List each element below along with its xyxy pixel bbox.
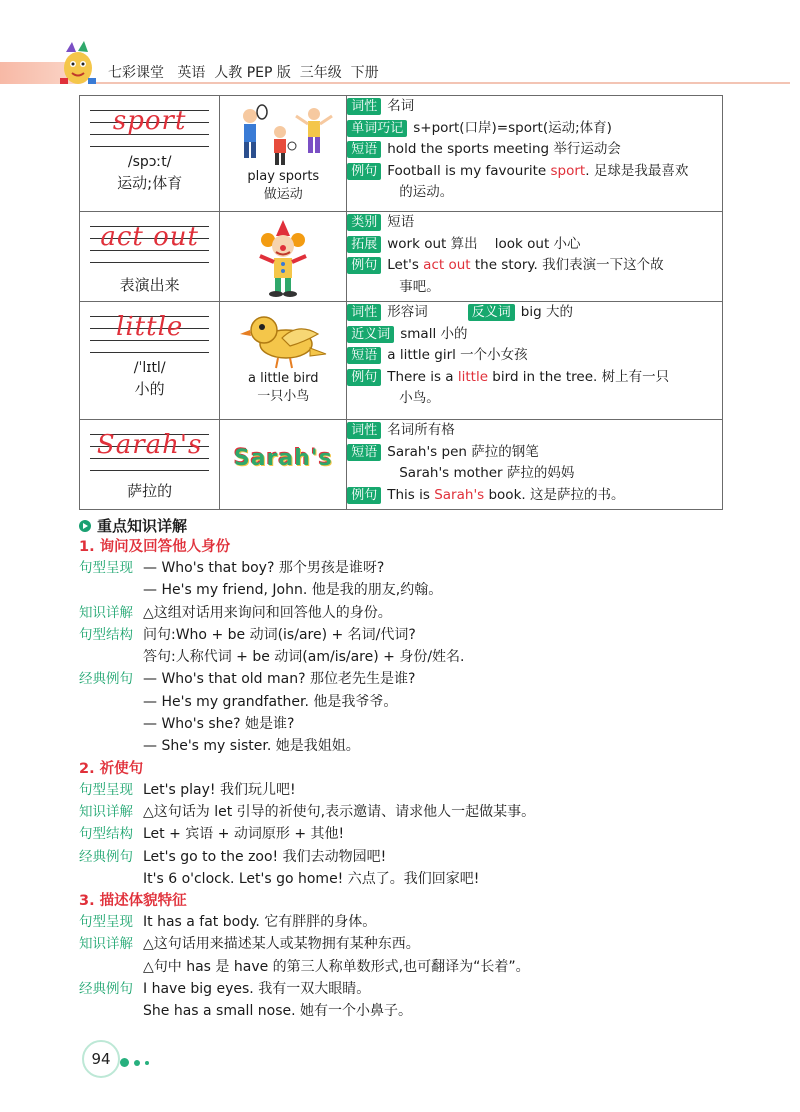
content-row: 答句:人称代词 + be 动词(am/is/are) + 身份/姓名. [143, 649, 465, 666]
word-cell [80, 212, 220, 302]
content-row: △句中 has 是 have 的第三人称单数形式,也可翻译为“长着”。 [143, 958, 530, 975]
detail-line: 单词巧记 s+port(口岸)=sport(运动;体育) [347, 118, 722, 140]
tag-label: 词性 [347, 422, 381, 439]
picture-caption-en: a little bird [248, 371, 319, 386]
detail-line: 事吧。 [399, 278, 440, 295]
tag-label: 短语 [347, 141, 381, 158]
row-label: 经典例句 [79, 981, 133, 998]
content-row: 经典例句 — Who's that old man? 那位老先生是谁? [79, 669, 779, 691]
row-label: 知识详解 [79, 803, 133, 820]
picture-cell [220, 212, 347, 302]
detail-line: 词性 形容词 反义词 big 大的 [347, 302, 722, 324]
tag-label: 短语 [347, 347, 381, 364]
tag-label: 短语 [347, 444, 381, 461]
vocab-row-sport [80, 96, 723, 212]
example-line: 例句 Let's act out the story. 我们表演一下这个故 [347, 255, 722, 277]
detail-line: 词性 名词 [347, 96, 722, 118]
word-meaning: 小的 [134, 380, 165, 398]
tag-label: 例句 [347, 257, 381, 274]
example-line: 例句 Football is my favourite sport. 足球是我最喜欢 [347, 161, 722, 183]
knowledge-title: 重点知识详解 [97, 517, 188, 535]
section-heading: 2. 祈使句 [79, 760, 144, 777]
row-label: 经典例句 [79, 848, 133, 865]
vocab-word: Sarah's [96, 430, 203, 460]
mascot-icon [52, 38, 104, 88]
content-row: 句型结构 Let + 宾语 + 动词原形 + 其他! [79, 824, 779, 846]
decor-dot-icon [120, 1058, 129, 1067]
row-label: 经典例句 [79, 671, 133, 688]
vocab-row-little [80, 302, 723, 420]
header-rule [90, 82, 790, 84]
writing-lines [90, 102, 209, 152]
detail-line: 短语 a little girl 一个小女孩 [347, 345, 722, 367]
row-label: 知识详解 [79, 604, 133, 621]
highlight-word: little [457, 368, 489, 385]
detail-cell [347, 420, 723, 510]
example-line: 例句 This is Sarah's book. 这是萨拉的书。 [347, 485, 722, 507]
content-row: — He's my grandfather. 他是我爷爷。 [143, 693, 398, 710]
content-row: 经典例句 I have big eyes. 我有一双大眼睛。 [79, 979, 779, 1001]
detail-line: 词性 名词所有格 [347, 420, 722, 442]
detail-cell [347, 302, 723, 420]
tag-label: 例句 [347, 163, 381, 180]
picture-cell [220, 96, 347, 212]
content-row: 知识详解 △这句话用来描述某人或某物拥有某种东西。 [79, 934, 779, 956]
tag-label: 例句 [347, 369, 381, 386]
highlight-word: act out [423, 257, 471, 273]
section-heading: 3. 描述体貌特征 [79, 893, 187, 910]
content-row: She has a small nose. 她有一个小鼻子。 [143, 1003, 413, 1020]
page-header-title: 七彩课堂 英语 人教 PEP 版 三年级 下册 [108, 65, 379, 81]
phonetic: /ˈlɪtl/ [133, 360, 166, 376]
detail-cell [347, 96, 723, 212]
word-meaning: 萨拉的 [127, 482, 173, 500]
content-row: — He's my friend, John. 他是我的朋友,约翰。 [143, 582, 443, 599]
word-cell [80, 96, 220, 212]
tag-label: 单词巧记 [347, 120, 407, 137]
highlight-word: sport [550, 162, 586, 179]
content-row: 知识详解 △这组对话用来询问和回答他人的身份。 [79, 603, 779, 625]
word-meaning: 表演出来 [119, 276, 180, 294]
tag-label: 拓展 [347, 236, 381, 253]
row-label: 句型结构 [79, 626, 133, 643]
picture-cell [220, 302, 347, 420]
row-label: 句型呈现 [79, 560, 133, 576]
detail-line: 小鸟。 [399, 390, 440, 406]
content-row: 句型呈现 — Who's that boy? 那个男孩是谁呀? [79, 558, 779, 580]
picture-caption-en: play sports [247, 169, 320, 184]
detail-line: 类别 短语 [347, 212, 722, 234]
vocab-table [79, 95, 723, 510]
tag-label: 词性 [347, 304, 381, 321]
content-row: 知识详解 △这句话为 let 引导的祈使句,表示邀请、请求他人一起做某事。 [79, 802, 779, 824]
detail-line: Sarah's mother 萨拉的妈妈 [399, 465, 575, 481]
content-row: — Who's she? 她是谁? [143, 716, 295, 733]
content-row: It's 6 o'clock. Let's go home! 六点了。我们回家吧! [143, 870, 480, 887]
play-bullet-icon [79, 520, 91, 532]
detail-cell [347, 212, 723, 302]
page-number: 94 [82, 1040, 120, 1078]
writing-lines [90, 426, 209, 476]
writing-lines [90, 308, 209, 358]
example-line: 例句 There is a little bird in the tree. 树上有一只 [347, 367, 722, 389]
detail-line: 短语 hold the sports meeting 举行运动会 [347, 139, 722, 161]
word-cell [80, 420, 220, 510]
little-bird-illustration [238, 308, 328, 370]
sports-kids-illustration [228, 102, 338, 168]
tag-label: 类别 [347, 214, 381, 231]
phonetic: /spɔːt/ [127, 154, 172, 170]
word-meaning: 运动;体育 [117, 174, 183, 192]
knowledge-title-row [79, 516, 779, 537]
picture-caption-zh: 一只小鸟 [257, 389, 310, 404]
decor-dot-icon [134, 1060, 140, 1066]
row-label: 句型呈现 [79, 781, 133, 798]
content-row: 句型呈现 It has a fat body. 它有胖胖的身体。 [79, 912, 779, 934]
section-heading: 1. 询问及回答他人身份 [79, 539, 231, 555]
content-row: — She's my sister. 她是我姐姐。 [143, 738, 360, 755]
detail-line: 拓展 work out 算出 look out 小心 [347, 234, 722, 256]
content-row: 句型结构 问句:Who + be 动词(is/are) + 名词/代词? [79, 625, 779, 647]
clown-illustration [248, 218, 318, 298]
detail-line: 近义词 small 小的 [347, 324, 722, 346]
knowledge-section [79, 516, 779, 1024]
detail-line: 的运动。 [399, 184, 454, 200]
picture-cell [220, 420, 347, 510]
tag-label: 近义词 [347, 326, 394, 343]
vocab-row-act-out [80, 212, 723, 302]
row-label: 知识详解 [79, 936, 133, 953]
vocab-word: sport [112, 106, 187, 136]
vocab-row-sarahs [80, 420, 723, 510]
highlight-word: Sarah's [434, 486, 485, 503]
tag-label: 词性 [347, 98, 381, 115]
row-label: 句型结构 [79, 826, 133, 843]
vocab-word: act out [100, 222, 199, 252]
content-row: 经典例句 Let's go to the zoo! 我们去动物园吧! [79, 847, 779, 869]
tag-label: 反义词 [468, 304, 515, 321]
detail-line: 短语 Sarah's pen 萨拉的钢笔 [347, 442, 722, 464]
decor-dot-icon [145, 1061, 149, 1065]
picture-caption-zh: 做运动 [263, 187, 303, 202]
sarahs-word-art: Sarah's [233, 446, 333, 471]
word-cell [80, 302, 220, 420]
tag-label: 例句 [347, 487, 381, 504]
vocab-word: little [116, 312, 184, 342]
row-label: 句型呈现 [79, 914, 133, 931]
writing-lines [90, 218, 209, 268]
content-row: 句型呈现 Let's play! 我们玩儿吧! [79, 780, 779, 802]
